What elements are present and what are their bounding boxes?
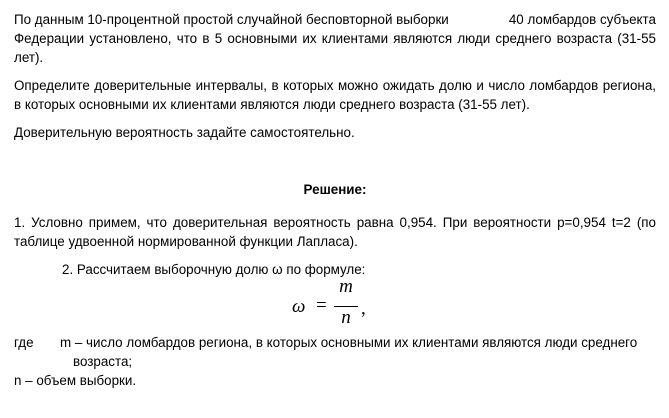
solution-heading: Решение: [303,182,367,197]
task-paragraph-3: Доверительную вероятность задайте самостоятельно. [14,125,355,140]
formula-comma: , [361,298,366,319]
document-page [14,10,656,390]
formula-equals: = [316,295,327,316]
formula-denominator: n [341,307,351,328]
task-paragraph-1-rest: Федерации установлено, что в 5 основными их клиентами являются люди среднего возраста (31-55 лет). [14,31,656,65]
task-line1-left: По данным 10-процентной простой случайной бесповторной выборки [14,12,449,27]
solution-step-2: 2. Рассчитаем выборочную долю ω по формуле: [62,262,366,277]
task-first-line [14,10,656,29]
formula-lhs: ω [292,296,306,317]
formula-omega [14,276,656,333]
definition-m-line2: возраста; [73,354,133,369]
where-label: где [14,335,34,350]
definition-n: n – объем выборки. [14,373,137,388]
definition-m [14,333,656,371]
task-line1-right: 40 ломбардов субъекта [508,12,656,27]
task-paragraph-2: Определите доверительные интервалы, в которых можно ожидать долю и число ломбардов региона, в которых основными их клиентами являются люди среднего возраста (31-55 лет). [14,78,656,112]
definition-m-line1: m – число ломбардов региона, в которых основными их клиентами являются люди среднего [60,335,638,350]
solution-step-1: 1. Условно примем, что доверительная вероятность равна 0,954. При вероятности р=0,954 t=2 (по таблице удвоенной нормированной функции Лапласа). [14,215,656,249]
formula-numerator: m [339,276,353,297]
